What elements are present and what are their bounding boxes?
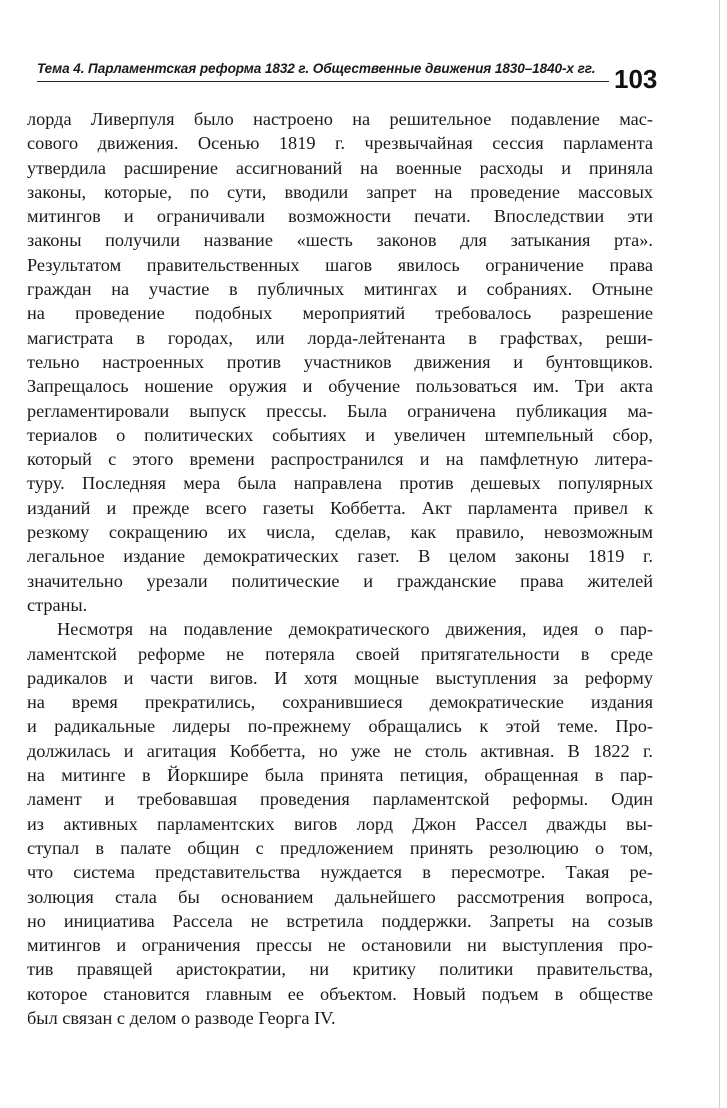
text-line: страны. xyxy=(27,594,88,615)
text-line: туру. Последняя мера была направлена против дешевых популярных xyxy=(27,473,653,494)
text-line: ламентской реформе не потеряла своей притягательности в среде xyxy=(27,643,653,664)
text-line: на митинге в Йоркшире была принята петиция, обращенная в пар- xyxy=(27,765,653,786)
page-edge xyxy=(719,0,720,1108)
text-line: что система представительства нуждается в пересмотре. Такая ре- xyxy=(27,862,653,883)
text-line: регламентировали выпуск прессы. Была ограничена публикация ма- xyxy=(27,400,653,421)
text-line: легальное издание демократических газет. В целом законы 1819 г. xyxy=(27,546,653,567)
text-line: резкому сокращению их числа, сделав, как правило, невозможным xyxy=(27,522,653,543)
text-line: которое становится главным ее объектом. Новый подъем в обществе xyxy=(27,983,653,1004)
text-line: на время прекратились, сохранившиеся демократические издания xyxy=(27,692,653,713)
text-line: ступал в палате общин с предложением принять резолюцию о том, xyxy=(27,837,653,858)
running-title: Тема 4. Парламентская реформа 1832 г. Общественные движения 1830–1840-х гг. xyxy=(37,61,596,76)
body-text xyxy=(27,107,653,1030)
text-line: тив правящей аристократии, ни критику политики правительства, xyxy=(27,959,653,980)
text-line: граждан на участие в публичных митингах и собраниях. Отныне xyxy=(27,279,653,300)
text-line: и радикальные лидеры по-прежнему обращались к этой теме. Про- xyxy=(27,716,653,737)
text-line: Результатом правительственных шагов явилось ограничение права xyxy=(27,254,653,275)
text-line: териалов о политических событиях и увеличен штемпельный сбор, xyxy=(27,424,653,445)
text-line: законы получили название «шесть законов для затыкания рта». xyxy=(27,230,653,251)
text-line: сового движения. Осенью 1819 г. чрезвычайная сессия парламента xyxy=(27,133,653,154)
text-line: тельно настроенных против участников движения и бунтовщиков. xyxy=(27,351,653,372)
text-line: утвердила расширение ассигнований на военные расходы и приняла xyxy=(27,157,653,178)
text-line: который с этого времени распространился и на памфлетную литера- xyxy=(27,449,653,470)
text-line: но инициатива Рассела не встретила поддержки. Запреты на созыв xyxy=(27,910,653,931)
text-line: изданий и прежде всего газеты Коббетта. Акт парламента привел к xyxy=(27,497,653,518)
text-line: из активных парламентских вигов лорд Джон Рассел дважды вы- xyxy=(27,813,653,834)
text-line: законы, которые, по сути, вводили запрет на проведение массовых xyxy=(27,181,653,202)
paragraph xyxy=(27,617,653,1030)
page-number: 103 xyxy=(614,64,658,94)
text-line: магистрата в городах, или лорда-лейтенанта в графствах, реши- xyxy=(27,327,653,348)
text-line: значительно урезали политические и гражданские права жителей xyxy=(27,570,653,591)
running-header xyxy=(37,60,609,82)
text-line: Запрещалось ношение оружия и обучение пользоваться им. Три акта xyxy=(27,376,653,397)
text-line: на проведение подобных мероприятий требовалось разрешение xyxy=(27,303,653,324)
text-line: лорда Ливерпуля было настроено на решительное подавление мас- xyxy=(27,109,653,129)
text-line: золюция стала бы основанием дальнейшего рассмотрения вопроса, xyxy=(27,886,653,907)
text-line: был связан с делом о разводе Георга IV. xyxy=(27,1007,336,1028)
text-line: должилась и агитация Коббетта, но уже не столь активная. В 1822 г. xyxy=(27,740,653,761)
text-line: ламент и требовавшая проведения парламентской реформы. Один xyxy=(27,789,653,810)
text-line: Несмотря на подавление демократического движения, идея о пар- xyxy=(57,619,653,640)
text-line: митингов и ограничения прессы не остановили ни выступления про- xyxy=(27,935,653,956)
text-line: радикалов и части вигов. И хотя мощные выступления за реформу xyxy=(27,667,653,688)
text-line: митингов и ограничивали возможности печати. Впоследствии эти xyxy=(27,206,653,227)
paragraph xyxy=(27,107,653,617)
